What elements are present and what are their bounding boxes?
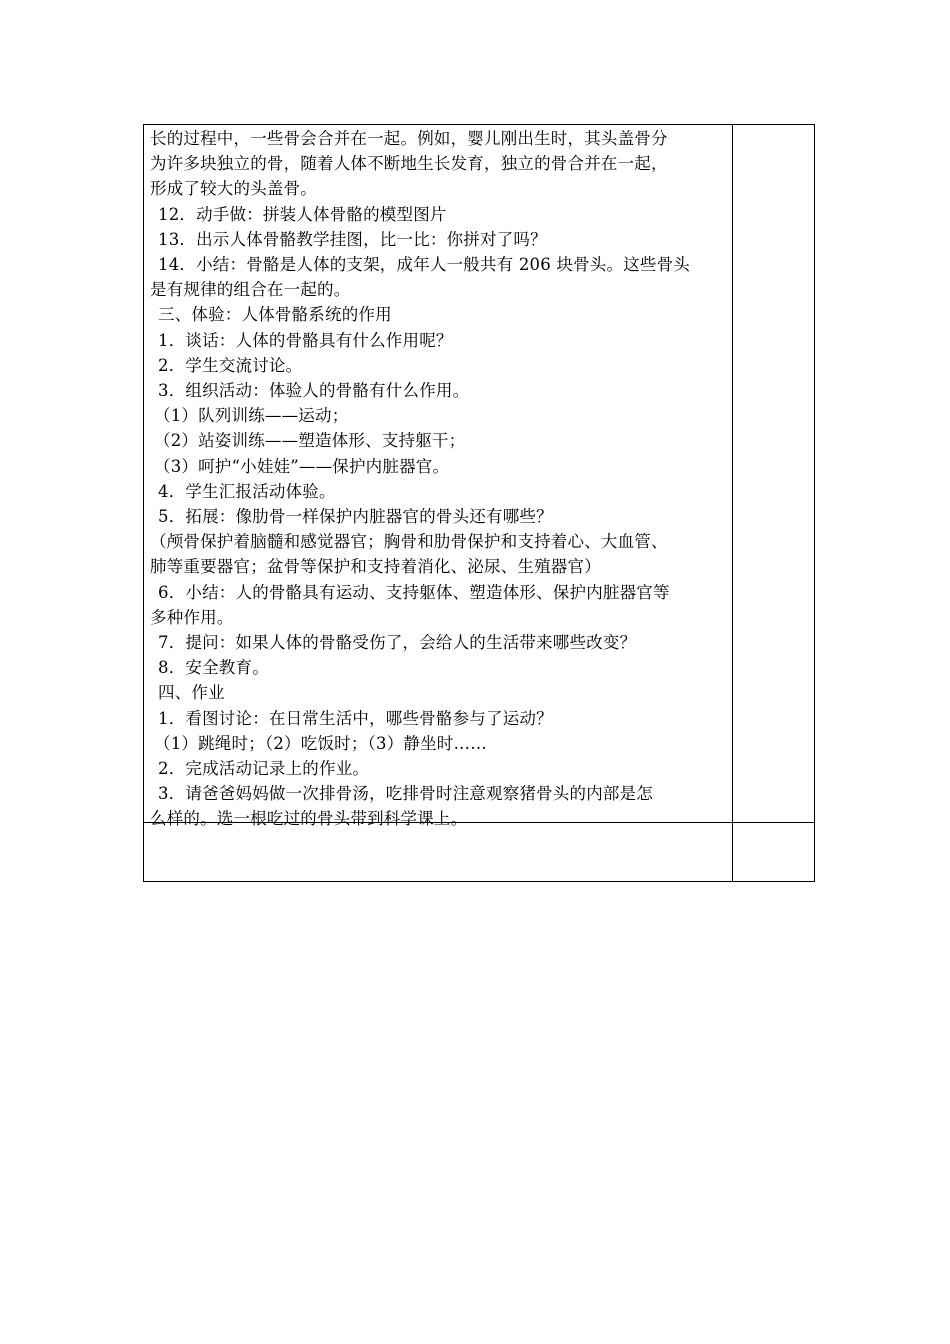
lesson-content-cell (144, 125, 733, 829)
text-line: 12．动手做：拼装人体骨骼的模型图片 (158, 204, 447, 224)
text-line: 2．学生交流讨论。 (158, 355, 303, 375)
text-line: 3．请爸爸妈妈做一次排骨汤，吃排骨时注意观察猪骨头的内部是怎 (158, 784, 653, 804)
text-line: （颅骨保护着脑髓和感觉器官；胸骨和肋骨保护和支持着心、大血管、 (150, 532, 668, 552)
lesson-text (144, 125, 732, 832)
notes-cell (733, 125, 814, 823)
text-line: （3）呵护“小娃娃”——保护内脏器官。 (154, 456, 450, 476)
text-line: 是有规律的组合在一起的。 (150, 280, 351, 300)
text-line: 3．组织活动：体验人的骨骼有什么作用。 (158, 381, 470, 401)
text-line: （1）跳绳时；（2）吃饭时；（3）静坐时…… (154, 733, 487, 753)
text-line: 形成了较大的头盖骨。 (150, 179, 317, 199)
empty-cell (144, 823, 733, 881)
text-line: 为许多块独立的骨，随着人体不断地生长发育，独立的骨合并在一起， (150, 154, 668, 174)
text-line: 7．提问：如果人体的骨骼受伤了，会给人的生活带来哪些改变？ (158, 633, 637, 653)
text-line: 1．看图讨论：在日常生活中，哪些骨骼参与了运动？ (158, 708, 553, 728)
section-heading: 三、体验：人体骨骼系统的作用 (158, 305, 392, 325)
text-line: 5．拓展：像肋骨一样保护内脏器官的骨头还有哪些？ (158, 507, 553, 527)
text-line: 多种作用。 (150, 607, 234, 627)
text-line: 1．谈话：人体的骨骼具有什么作用呢？ (158, 330, 453, 350)
text-line: 4．学生汇报活动体验。 (158, 481, 336, 501)
text-line: 肺等重要器官；盆骨等保护和支持着消化、泌尿、生殖器官） (150, 557, 601, 577)
text-line: 14．小结：骨骼是人体的支架，成年人一般共有 206 块骨头。这些骨头 (158, 255, 690, 275)
empty-side-cell (733, 823, 814, 881)
text-line: 6．小结：人的骨骼具有运动、支持躯体、塑造体形、保护内脏器官等 (158, 582, 670, 602)
lesson-table (143, 124, 815, 882)
text-line: 么样的。选一根吃过的骨头带到科学课上。 (150, 809, 468, 829)
text-line: 2．完成活动记录上的作业。 (158, 759, 370, 779)
text-line: （2）站姿训练——塑造体形、支持躯干； (154, 431, 466, 451)
text-line: 13．出示人体骨骼教学挂图，比一比：你拼对了吗？ (158, 229, 547, 249)
section-heading: 四、作业 (158, 683, 225, 703)
text-line: 8．安全教育。 (158, 658, 269, 678)
text-line: （1）队列训练——运动； (154, 406, 349, 426)
text-line: 长的过程中，一些骨会合并在一起。例如，婴儿刚出生时，其头盖骨分 (150, 129, 668, 148)
